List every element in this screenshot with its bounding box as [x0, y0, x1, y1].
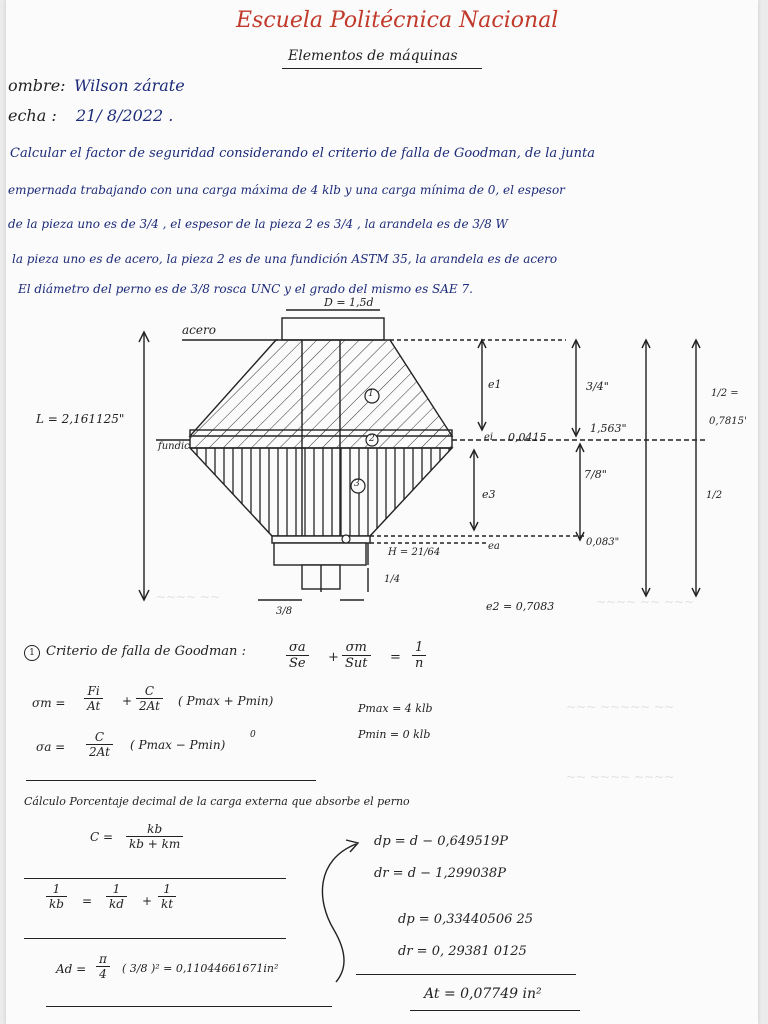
section-1-title: Criterio de falla de Goodman :	[46, 644, 246, 659]
dim-half-value: 0,7815'	[709, 416, 747, 427]
steel-label: acero	[182, 323, 216, 337]
dp-value: dp = 0,33440506 25	[398, 912, 534, 927]
sigma-m-plus: +	[122, 694, 133, 708]
section-1-heading	[24, 644, 246, 661]
school-title: Escuela Politécnica Nacional	[236, 8, 559, 33]
problem-line-2: empernada trabajando con una carga máxima de 4 klb y una carga mínima de 0, el espesor	[8, 183, 565, 197]
ei-label: ei	[484, 432, 494, 443]
goodman-n: n	[415, 656, 424, 671]
goodman-one-over-n	[412, 640, 426, 671]
problem-line-3: de la pieza uno es de 3/4 , el espesor de la pieza 2 es 3/4 , la arandela es de 3/8 W	[8, 217, 508, 231]
c-label: C =	[90, 830, 114, 844]
nut-height-label: H = 21/64	[388, 547, 441, 558]
goodman-sigma-m-term	[342, 640, 371, 671]
problem-line-1: Calcular el factor de seguridad considerando el criterio de falla de Goodman, de la junta	[10, 146, 595, 161]
kd-plus: +	[142, 894, 153, 908]
sigma-a-loads: ( Pmax − Pmin)	[130, 738, 226, 752]
bolt-head	[282, 318, 384, 340]
sigma-a-label: σa =	[36, 740, 66, 754]
goodman-plus: +	[328, 650, 339, 665]
goodman-sigma-a-term	[286, 640, 309, 671]
bleed-through-text: ~~~~ ~~ ~~~	[596, 595, 695, 609]
goodman-se: Se	[289, 656, 306, 671]
notebook-page	[6, 0, 758, 1024]
sigma-a-zero: 0	[250, 730, 256, 740]
interface-band	[190, 430, 452, 448]
dim-half-bottom: 1/2	[706, 490, 723, 501]
ea-label: ea	[488, 541, 500, 552]
dim-seven-eighths: 7/8"	[584, 468, 607, 481]
ad-value: ( 3/8 )² = 0,11044661671in²	[122, 962, 279, 975]
c-rule	[24, 878, 286, 879]
sigma-m-at: At	[87, 699, 101, 713]
dp-dr-rule	[356, 974, 576, 975]
kt-fraction	[158, 882, 176, 911]
pmin-value: Pmin = 0 klb	[358, 728, 431, 741]
kt-denominator: kt	[161, 897, 174, 911]
dp-formula: dp = d − 0,649519P	[374, 834, 509, 849]
dim-quarter: 1/4	[384, 574, 401, 585]
diameter-label: D = 1,5d	[324, 296, 374, 309]
sigma-m-label: σm =	[32, 696, 66, 710]
nut	[274, 543, 366, 565]
sigma-m-2at: 2At	[139, 699, 160, 713]
dr-value: dr = 0, 29381 0125	[398, 944, 527, 959]
student-name: Wilson zárate	[74, 76, 185, 95]
ad-pi: π	[96, 952, 110, 967]
dim-total-length: 1,563"	[590, 422, 627, 435]
ad-label: Ad =	[56, 962, 87, 976]
section-1-number: 1	[24, 645, 40, 661]
e1-label: e1	[488, 378, 502, 391]
date-label: echa :	[8, 106, 57, 125]
washer	[272, 536, 370, 543]
kd-denominator: kd	[109, 897, 124, 911]
ad-rule	[46, 1006, 332, 1007]
at-value: At = 0,07749 in²	[424, 986, 542, 1002]
c-numerator: kb	[126, 822, 183, 837]
part-2-number: 2	[369, 434, 375, 444]
goodman-sut: Sut	[345, 656, 368, 671]
section-2-heading: Cálculo Porcentaje decimal de la carga externa que absorbe el perno	[24, 795, 410, 808]
problem-line-4: la pieza uno es de acero, la pieza 2 es de una fundición ASTM 35, la arandela es de acero	[12, 252, 558, 266]
kt-one: 1	[158, 882, 176, 897]
bolted-joint-diagram	[6, 0, 758, 640]
bleed-through-text: ~~~ ~~~~~ ~~	[566, 700, 675, 714]
goodman-one: 1	[412, 640, 426, 656]
connector-arrow	[306, 830, 376, 990]
k-rule	[24, 938, 286, 939]
pmax-value: Pmax = 4 klb	[358, 702, 433, 715]
e3-label: e3	[482, 488, 496, 501]
e2-label: e2 = 0,7083	[486, 600, 555, 613]
kd-one: 1	[106, 882, 127, 897]
ei-value: 0,0415	[508, 431, 547, 444]
kd-fraction	[106, 882, 127, 911]
name-label: ombre:	[8, 76, 66, 95]
c-denominator: kb + km	[129, 837, 181, 851]
goodman-sigma-m: σm	[342, 640, 371, 656]
part-4-marker	[342, 535, 350, 543]
sigma-m-fi-term	[84, 684, 103, 713]
at-underline	[410, 1010, 580, 1011]
part-3-number: 3	[354, 479, 360, 489]
kb-denominator: kb	[49, 897, 64, 911]
goodman-equals: =	[390, 650, 401, 665]
c-fraction	[126, 822, 183, 851]
ad-four: 4	[99, 967, 107, 981]
kb-fraction	[46, 882, 67, 911]
dim-washer-offset: 0,083"	[586, 537, 620, 548]
date-value: 21/ 8/2022 .	[76, 106, 174, 125]
part-1-number: 1	[368, 389, 374, 399]
steel-piece-frustum	[190, 340, 452, 436]
ad-pi-fraction	[96, 952, 110, 981]
sigma-m-loads: ( Pmax + Pmin)	[178, 694, 274, 708]
sigma-m-fi: Fi	[84, 684, 103, 699]
grip-length-label: L = 2,161125"	[36, 412, 125, 426]
problem-line-5: El diámetro del perno es de 3/8 rosca UNC y el grado del mismo es SAE 7.	[18, 282, 473, 296]
dr-formula: dr = d − 1,299038P	[374, 866, 506, 881]
dim-three-eighths: 3/8	[276, 606, 293, 617]
kb-one: 1	[46, 882, 67, 897]
goodman-sigma-a: σa	[286, 640, 309, 656]
sigma-a-2at: 2At	[89, 745, 110, 759]
sigma-m-c-term	[136, 684, 163, 713]
dim-half-top: 1/2 =	[711, 388, 739, 399]
bleed-through-text: ~~~~ ~~	[156, 590, 221, 604]
cast-iron-frustum	[190, 448, 452, 536]
subject-title: Elementos de máquinas	[288, 48, 458, 64]
section-1-rule	[26, 780, 316, 781]
sigma-m-c: C	[136, 684, 163, 699]
sigma-a-c: C	[86, 730, 113, 745]
bleed-through-text: ~~ ~~~~ ~~~~	[566, 770, 675, 784]
kb-equals: =	[82, 894, 93, 908]
dim-three-quarter: 3/4"	[586, 380, 609, 393]
sigma-a-c-term	[86, 730, 113, 759]
cast-iron-label: fundic.	[158, 441, 193, 452]
